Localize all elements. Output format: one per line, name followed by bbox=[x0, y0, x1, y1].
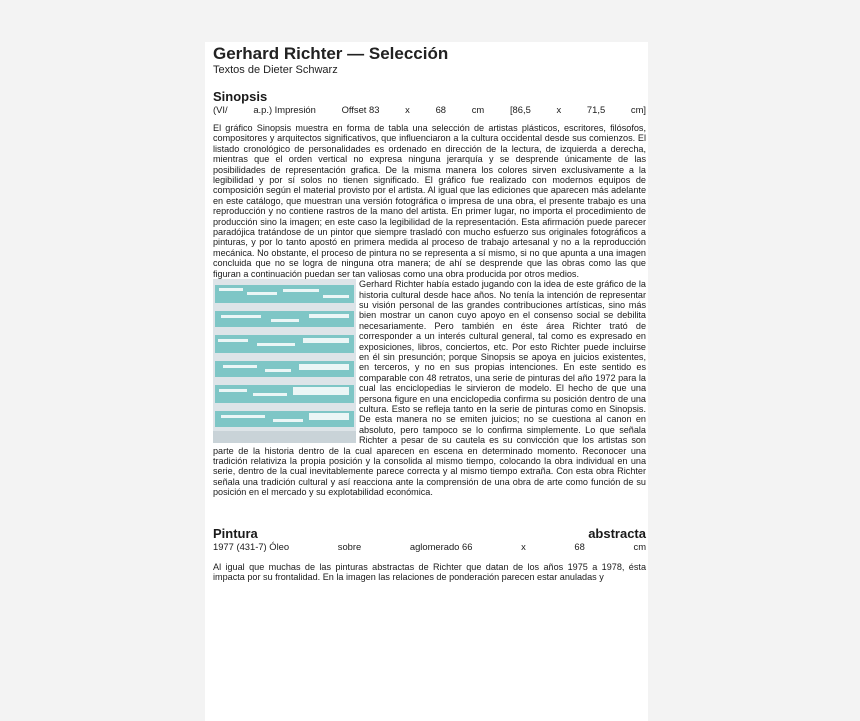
meta-token: 68 bbox=[574, 540, 585, 552]
meta-token: x bbox=[556, 104, 562, 115]
body-paragraph: Gerhard Richter había estado jugando con la idea de este gráfico de la historia cultural desde hace años. No tenía la intención de representar su visión personal de las grandes contribuciones artísticas, sino más bien mostrar un canon cuyo apoyo en el consenso social se debilita necesariamente. Pero también en éste área Richter trató de corresponder a un interés cultural general, tal como es expresado en exposiciones, libros, conciertos, etc. Por esto Richter puede incluirse en él sin presunción; porque Sinopsis se apoya en juicios existentes, en terceros, y no en sus propias intenciones. En este sentido es comparable con 48 retratos, una serie de pinturas del año 1972 para la cual las enciclopedias le sirvieron de modelo. El hecho de que una persona figure en una enciclopedia confirma su posición dentro de una cultura. Esto se refleja tanto en la serie de pinturas como en Sinopsis. De esta manera no se emiten juicios; no se cuestiona al canon en absoluto, pero tampoco se lo confirma simplemente. Lo que señala Richter a pesar de su cautela es su convicción que los artistas son parte de la historia dentro de la cual aparecen en escena en determinado momento. Reconocer una tradición relativiza la propia posición y la consolida al mismo tiempo, colocando la obra individual en una serie, dentro de la cual inevitablemente parece correcta y al mismo tiempo extraña. Con esta obra Richter señala una tradición cultural y así reacciona ante la comprensión de una obra de arte como función de su posición en el mercado y su explotabilidad económica. bbox=[213, 279, 646, 498]
section-heading-sinopsis: Sinopsis bbox=[213, 89, 268, 104]
body-paragraph: Al igual que muchas de las pinturas abstractas de Richter que datan de los años 1975 a 1978, ésta impacta por su frontalidad. En la imagen las relaciones de ponderación parecen estar anuladas y bbox=[213, 561, 646, 583]
meta-token: x bbox=[405, 104, 410, 115]
meta-token: Offset 83 bbox=[341, 104, 380, 115]
section-heading-pintura-abstracta bbox=[213, 526, 646, 541]
section-heading-right: abstracta bbox=[588, 525, 646, 541]
meta-token: cm bbox=[633, 540, 646, 552]
document-page bbox=[205, 42, 648, 721]
meta-token: cm] bbox=[630, 104, 646, 115]
meta-token: (VI/ bbox=[213, 104, 228, 115]
artwork-meta-sinopsis bbox=[213, 104, 646, 115]
artwork-meta-pintura bbox=[213, 541, 646, 552]
meta-token: 71,5 bbox=[586, 104, 606, 115]
document-content bbox=[213, 42, 646, 582]
sinopsis-artwork-graphic bbox=[213, 279, 356, 443]
meta-token: [86,5 bbox=[509, 104, 531, 115]
meta-token: a.p.) Impresión bbox=[253, 104, 316, 115]
page-fade bbox=[205, 715, 648, 721]
section-heading-left: Pintura bbox=[213, 525, 258, 541]
meta-token: aglomerado 66 bbox=[409, 540, 473, 552]
meta-token: sobre bbox=[337, 540, 362, 552]
meta-token: 1977 (431-7) Óleo bbox=[213, 540, 290, 552]
meta-token: 68 bbox=[435, 104, 446, 115]
document-subtitle: Textos de Dieter Schwarz bbox=[213, 64, 338, 76]
meta-token: cm bbox=[471, 104, 485, 115]
body-paragraph: El gráfico Sinopsis muestra en forma de tabla una selección de artistas plásticos, escritores, filósofos, compositores y arquitectos significativos, que influenciaron a la cultura occidental desde sus comienzos. El listado cronológico de personalidades es ordenado en dirección de la lectura, de izquierda a derecha, mientras que el orden vertical no expresa ninguna jerarquía y se desprende únicamente de las posibilidades de representación grafica. De la misma manera los colores sirven exclusivamente a la legibilidad y por sí solos no tienen significado. El gráfico fue realizado con modernos equipos de composición según el material provisto por el artista. Al igual que las ediciones que aparecen más adelante en este catálogo, que muestran una versión fotográfica o impresa de una obra, el presente trabajo es una reproducción y no contiene rastros de la mano del artista. En primer lugar, no importa el procedimiento de producción sino la imagen; en este caso la legibilidad de la representación. Esta afirmación puede parecer paradójica tratándose de un pintor que siempre trasladó con mucho esfuerzo sus originales fotográficos a pinturas, y por lo tanto apostó en primera medida al proceso de trabajo artesanal y no a la reproducción mecánica. No obstante, el proceso de pintura no se representa a sí mismo, si no que apunta a una imagen concluida que no se logra de ninguna otra manera; de ahí se desprende que las obras como las que figuran a continuación puedan ser tan valiosas como una obra producida por otros medios. bbox=[213, 123, 646, 279]
document-title: Gerhard Richter — Selección bbox=[213, 44, 449, 63]
sinopsis-artwork-image bbox=[213, 279, 356, 443]
meta-token: x bbox=[521, 540, 526, 552]
